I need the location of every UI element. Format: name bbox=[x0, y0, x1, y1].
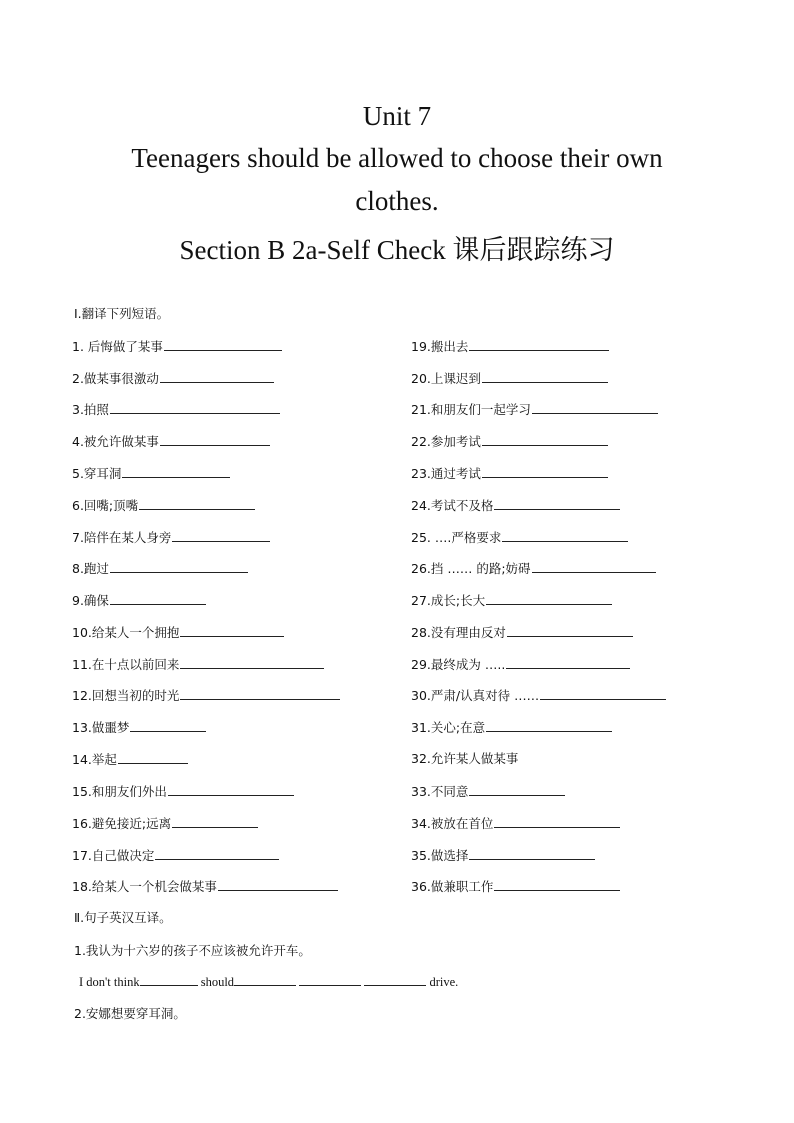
phrase-label: 22.参加考试 bbox=[411, 434, 481, 449]
phrase-item bbox=[72, 718, 206, 736]
phrase-item bbox=[411, 528, 628, 546]
answer-blank[interactable] bbox=[486, 718, 612, 732]
lesson-title-line1: Teenagers should be allowed to choose their own bbox=[131, 143, 663, 173]
phrase-label: 15.和朋友们外出 bbox=[72, 784, 167, 799]
answer-blank[interactable] bbox=[532, 400, 658, 414]
phrase-item bbox=[411, 814, 620, 832]
phrase-item bbox=[72, 432, 270, 450]
answer-blank[interactable] bbox=[482, 369, 608, 383]
phrase-item bbox=[411, 655, 630, 673]
phrase-label: 6.回嘴;顶嘴 bbox=[72, 498, 139, 513]
sentence-1-chinese: 1.我认为十六岁的孩子不应该被允许开车。 bbox=[74, 943, 311, 958]
phrase-item bbox=[411, 464, 608, 482]
phrase-label: 3.拍照 bbox=[72, 402, 109, 417]
phrase-item bbox=[72, 877, 338, 895]
section2-heading: Ⅱ.句子英汉互译。 bbox=[74, 910, 172, 925]
section1-heading: Ⅰ.翻译下列短语。 bbox=[74, 306, 170, 321]
phrase-label: 20.上课迟到 bbox=[411, 371, 481, 386]
answer-blank[interactable] bbox=[469, 846, 595, 860]
phrase-label: 27.成长;长大 bbox=[411, 593, 486, 608]
phrase-item bbox=[411, 496, 620, 514]
phrase-item bbox=[72, 686, 340, 704]
answer-blank[interactable] bbox=[180, 686, 340, 700]
answer-blank[interactable] bbox=[139, 496, 255, 510]
answer-blank[interactable] bbox=[140, 972, 198, 986]
answer-blank[interactable] bbox=[172, 528, 270, 542]
phrase-item bbox=[72, 496, 255, 514]
phrase-label: 28.没有理由反对 bbox=[411, 625, 506, 640]
answer-blank[interactable] bbox=[532, 559, 656, 573]
section-subtitle: Section B 2a-Self Check 课后跟踪练习 bbox=[179, 235, 615, 265]
answer-blank[interactable] bbox=[469, 337, 609, 351]
answer-blank[interactable] bbox=[494, 814, 620, 828]
answer-blank[interactable] bbox=[168, 782, 294, 796]
phrase-label: 1. 后悔做了某事 bbox=[72, 339, 163, 354]
phrase-item bbox=[72, 782, 294, 800]
phrase-item bbox=[411, 750, 518, 768]
phrase-item bbox=[72, 814, 258, 832]
phrase-label: 32.允许某人做某事 bbox=[411, 751, 519, 766]
answer-blank[interactable] bbox=[118, 750, 188, 764]
answer-blank[interactable] bbox=[494, 877, 620, 891]
phrase-item bbox=[411, 591, 612, 609]
answer-blank[interactable] bbox=[180, 623, 284, 637]
phrase-item bbox=[411, 559, 656, 577]
answer-blank[interactable] bbox=[299, 972, 361, 986]
phrase-item bbox=[72, 337, 282, 355]
phrase-item bbox=[411, 337, 609, 355]
phrase-item bbox=[72, 591, 206, 609]
phrase-item bbox=[411, 369, 608, 387]
answer-blank[interactable] bbox=[172, 814, 258, 828]
answer-blank[interactable] bbox=[110, 559, 248, 573]
phrase-label: 13.做噩梦 bbox=[72, 720, 130, 735]
phrase-label: 11.在十点以前回来 bbox=[72, 657, 180, 672]
answer-blank[interactable] bbox=[234, 972, 296, 986]
unit-title: Unit 7 bbox=[362, 101, 432, 131]
phrase-label: 4.被允许做某事 bbox=[72, 434, 159, 449]
sentence-1-english bbox=[79, 972, 458, 990]
phrase-item bbox=[411, 623, 633, 641]
phrase-label: 14.举起 bbox=[72, 752, 117, 767]
answer-blank[interactable] bbox=[469, 782, 565, 796]
phrase-label: 25. ….严格要求 bbox=[411, 530, 502, 545]
phrase-item bbox=[411, 686, 666, 704]
phrase-label: 36.做兼职工作 bbox=[411, 879, 494, 894]
answer-blank[interactable] bbox=[155, 846, 279, 860]
phrase-label: 23.通过考试 bbox=[411, 466, 481, 481]
answer-blank[interactable] bbox=[482, 432, 608, 446]
phrase-label: 10.给某人一个拥抱 bbox=[72, 625, 180, 640]
phrase-label: 5.穿耳洞 bbox=[72, 466, 122, 481]
phrase-item bbox=[72, 464, 230, 482]
phrase-label: 16.避免接近;远离 bbox=[72, 816, 172, 831]
answer-blank[interactable] bbox=[110, 400, 280, 414]
phrase-item bbox=[411, 400, 658, 418]
answer-blank[interactable] bbox=[364, 972, 426, 986]
answer-blank[interactable] bbox=[482, 464, 608, 478]
answer-blank[interactable] bbox=[502, 528, 628, 542]
lesson-title-line2: clothes. bbox=[355, 186, 439, 216]
phrase-label: 33.不同意 bbox=[411, 784, 469, 799]
answer-blank[interactable] bbox=[160, 369, 274, 383]
phrase-label: 21.和朋友们一起学习 bbox=[411, 402, 531, 417]
sentence-text: I don't think bbox=[79, 975, 140, 989]
phrase-item bbox=[411, 718, 612, 736]
phrase-label: 9.确保 bbox=[72, 593, 109, 608]
answer-blank[interactable] bbox=[180, 655, 324, 669]
phrase-item bbox=[72, 750, 188, 768]
answer-blank[interactable] bbox=[486, 591, 612, 605]
phrase-item bbox=[72, 846, 279, 864]
phrase-label: 8.跑过 bbox=[72, 561, 109, 576]
phrase-item bbox=[411, 432, 608, 450]
phrase-item bbox=[72, 528, 270, 546]
phrase-item bbox=[411, 877, 620, 895]
answer-blank[interactable] bbox=[130, 718, 206, 732]
sentence-text: drive. bbox=[429, 975, 459, 989]
phrase-item bbox=[411, 782, 565, 800]
answer-blank[interactable] bbox=[160, 432, 270, 446]
phrase-label: 30.严肃/认真对待 …… bbox=[411, 688, 540, 703]
answer-blank[interactable] bbox=[164, 337, 282, 351]
phrase-label: 2.做某事很激动 bbox=[72, 371, 159, 386]
answer-blank[interactable] bbox=[507, 623, 633, 637]
phrase-item bbox=[72, 559, 248, 577]
phrase-label: 18.给某人一个机会做某事 bbox=[72, 879, 217, 894]
answer-blank[interactable] bbox=[110, 591, 206, 605]
phrase-item bbox=[72, 623, 284, 641]
phrase-label: 17.自己做决定 bbox=[72, 848, 155, 863]
phrase-label: 19.搬出去 bbox=[411, 339, 469, 354]
answer-blank[interactable] bbox=[540, 686, 666, 700]
sentence-text: should bbox=[200, 975, 235, 989]
phrase-label: 29.最终成为 ….. bbox=[411, 657, 506, 672]
phrase-label: 7.陪伴在某人身旁 bbox=[72, 530, 172, 545]
phrase-label: 24.考试不及格 bbox=[411, 498, 494, 513]
phrase-label: 35.做选择 bbox=[411, 848, 469, 863]
phrase-item bbox=[72, 655, 324, 673]
phrase-item bbox=[72, 400, 280, 418]
phrase-label: 34.被放在首位 bbox=[411, 816, 494, 831]
answer-blank[interactable] bbox=[494, 496, 620, 510]
phrase-label: 26.挡 …… 的路;妨碍 bbox=[411, 561, 531, 576]
phrase-item bbox=[411, 846, 595, 864]
answer-blank[interactable] bbox=[506, 655, 630, 669]
answer-blank[interactable] bbox=[218, 877, 338, 891]
phrase-item bbox=[72, 369, 274, 387]
phrase-label: 12.回想当初的时光 bbox=[72, 688, 180, 703]
sentence-2-chinese: 2.安娜想要穿耳洞。 bbox=[74, 1006, 186, 1021]
phrase-label: 31.关心;在意 bbox=[411, 720, 486, 735]
answer-blank[interactable] bbox=[122, 464, 230, 478]
